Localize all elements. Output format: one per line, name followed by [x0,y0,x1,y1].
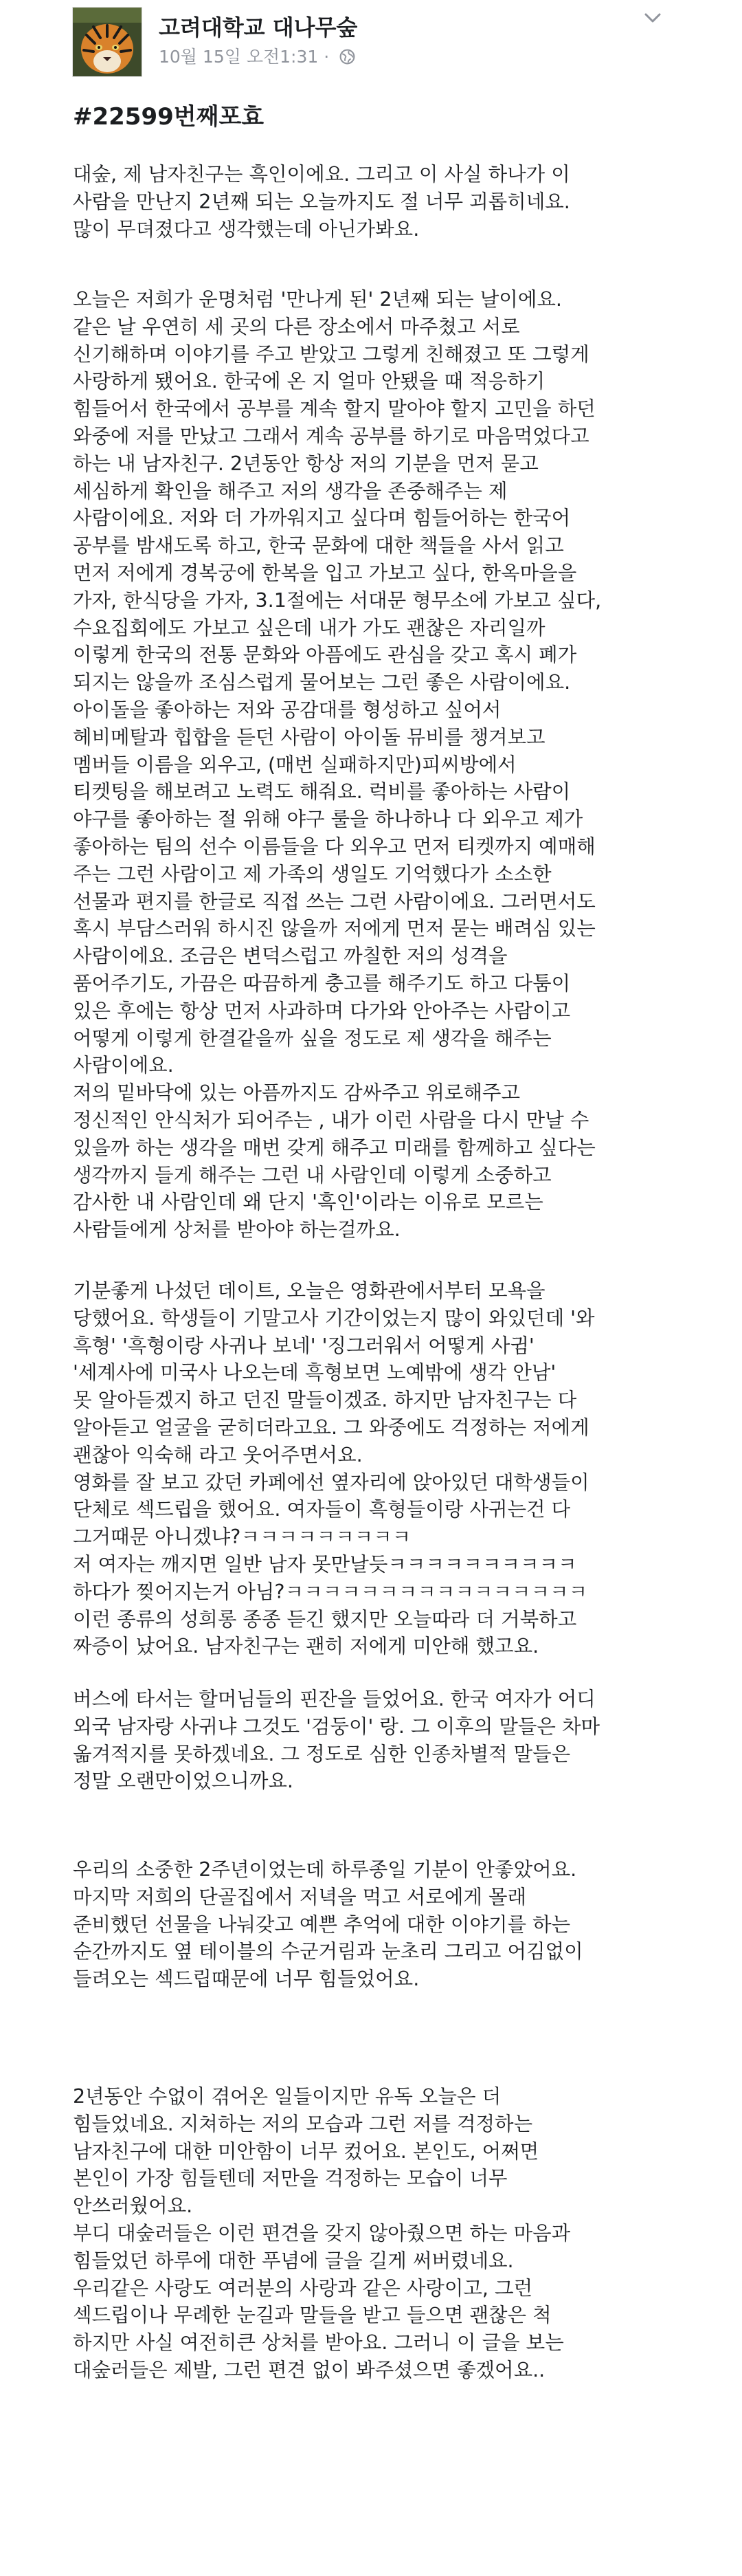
post-line: 버스에 타서는 할머님들의 핀잔을 들었어요. 한국 여자가 어디 [73,1688,596,1710]
post-line: 감사한 내 사람인데 왜 단지 '흑인'이라는 이유로 모르는 [73,1191,543,1214]
post-line: 하는 내 남자친구. 2년동안 항상 저의 기분을 먼저 묻고 [73,452,539,475]
post-line: 하지만 사실 여전히큰 상처를 받아요. 그러니 이 글을 보는 [73,2331,564,2355]
post-line: 남자친구에 대한 미안함이 너무 컸어요. 본인도, 어쩌면 [73,2139,539,2163]
post-line: 티켓팅을 해보려고 노력도 해줘요. 럭비를 좋아하는 사람이 [73,780,571,804]
paragraph [73,161,691,243]
post-tag: #22599번째포효 [73,103,265,131]
tiger-avatar[interactable] [72,7,142,77]
post-line: 그거때문 아니겠냐?ㅋㅋㅋㅋㅋㅋㅋㅋㅋ [73,1526,412,1549]
chevron-down-icon[interactable] [642,10,664,26]
post-line: 흑형' '흑형이랑 사귀나 보네' '징그러워서 어떻게 사귐' [73,1334,535,1357]
post-line: 야구를 좋아하는 절 위해 야구 룰을 하나하나 다 외우고 제가 [73,808,583,831]
post-line: 사랑하게 됐어요. 한국에 온 지 얼마 안됐을 때 적응하기 [73,370,546,393]
post-line: 세심하게 확인을 해주고 저의 생각을 존중해주는 제 [73,479,508,503]
post-line: 옮겨적지를 못하겠네요. 그 정도로 심한 인종차별적 말들은 [73,1742,571,1765]
post-line: 선물과 편지를 한글로 직접 쓰는 그런 사람이에요. 그러면서도 [73,890,596,913]
post-line: 아이돌을 좋아하는 저와 공감대를 형성하고 싶어서 [73,698,502,721]
post-line: 신기해하며 이야기를 주고 받았고 그렇게 친해졌고 또 그렇게 [73,342,589,366]
post-line: 대숲, 제 남자친구는 흑인이에요. 그리고 이 사실 하나가 이 [73,163,570,186]
post-line: 멤버들 이름을 외우고, (매번 실패하지만)피씨방에서 [73,753,517,776]
post-line: '세계사에 미국사 나오는데 흑형보면 노예밖에 생각 안남' [73,1361,556,1385]
post-line: 어떻게 이렇게 한결같을까 싶을 정도로 제 생각을 해주는 [73,1026,552,1050]
post-line: 힘들었네요. 지쳐하는 저의 모습과 그런 저를 걱정하는 [73,2112,533,2135]
post-line: 2년동안 수없이 겪어온 일들이지만 유독 오늘은 더 [73,2085,502,2108]
post-meta [159,46,356,68]
paragraph [73,2083,691,2384]
post-line: 있을까 하는 생각을 매번 갖게 해주고 미래를 함께하고 싶다는 [73,1136,596,1159]
post-line: 영화를 잘 보고 갔던 카페에선 옆자리에 앉아있던 대학생들이 [73,1471,589,1494]
post-line: 하다가 찢어지는거 아님?ㅋㅋㅋㅋㅋㅋㅋㅋㅋㅋㅋㅋㅋㅋㅋㅋ [73,1580,588,1603]
post-line: 본인이 가장 힘들텐데 저만을 걱정하는 모습이 너무 [73,2167,508,2190]
post-line: 외국 남자랑 사귀냐 그것도 '검둥이' 랑. 그 이후의 말들은 차마 [73,1715,600,1738]
post-line: 섹드립이나 무례한 눈길과 말들을 받고 들으면 괜찮은 척 [73,2304,552,2327]
post-line: 부디 대숲러들은 이런 편견을 갖지 않아줬으면 하는 마음과 [73,2221,571,2245]
paragraph [73,1277,691,1660]
post-line: 이런 종류의 성희롱 종종 듣긴 했지만 오늘따라 더 거북하고 [73,1607,577,1631]
post-line: 오늘은 저희가 운명처럼 '만나게 된' 2년째 되는 날이에요. [73,288,562,311]
post-line: 마지막 저희의 단골집에서 저녁을 먹고 서로에게 몰래 [73,1885,527,1908]
post-line: 헤비메탈과 힙합을 듣던 사람이 아이돌 뮤비를 챙겨보고 [73,725,546,749]
post-line: 있은 후에는 항상 먼저 사과하며 다가와 안아주는 사람이고 [73,999,571,1022]
post-header [0,0,742,82]
post-line: 괜찮아 익숙해 라고 웃어주면서요. [73,1443,363,1466]
post-line: 주는 그런 사람이고 제 가족의 생일도 기억했다가 소소한 [73,862,552,885]
meta-separator: · [324,47,330,67]
post-line: 우리의 소중한 2주년이었는데 하루종일 기분이 안좋았어요. [73,1858,577,1881]
post-line: 혹시 부담스러워 하시진 않을까 저에게 먼저 묻는 배려심 있는 [73,917,596,940]
post-line: 기분좋게 나섰던 데이트, 오늘은 영화관에서부터 모욕을 [73,1279,546,1302]
post-line: 알아듣고 얼굴을 굳히더라고요. 그 와중에도 걱정하는 저에게 [73,1416,589,1439]
post-line: 공부를 밤새도록 하고, 한국 문화에 대한 책들을 사서 읽고 [73,534,564,558]
post-line: 사람이에요. [73,1054,174,1077]
post-line: 정신적인 안식처가 되어주는 , 내가 이런 사람을 다시 만날 수 [73,1108,589,1132]
post-line: 생각까지 들게 해주는 그런 내 사람인데 이렇게 소중하고 [73,1163,552,1187]
post-line: 먼저 저에게 경복궁에 한복을 입고 가보고 싶다, 한옥마을을 [73,561,577,584]
post-timestamp[interactable]: 10월 15일 오전1:31 [159,47,319,67]
post-line: 가자, 한식당을 가자, 3.1절에는 서대문 형무소에 가보고 싶다, [73,588,602,612]
post-line: 많이 무뎌졌다고 생각했는데 아닌가봐요. [73,217,420,241]
post-line: 사람들에게 상처를 받아야 하는걸까요. [73,1218,401,1242]
post-line: 같은 날 우연히 세 곳의 다른 장소에서 마주쳤고 서로 [73,315,520,338]
post-line: 되지는 않을까 조심스럽게 물어보는 그런 좋은 사람이에요. [73,671,571,694]
post-line: 사람을 만난지 2년째 되는 오늘까지도 절 너무 괴롭히네요. [73,190,570,213]
post-line: 사람이에요. 조금은 변덕스럽고 까칠한 저의 성격을 [73,945,508,968]
post-line: 사람이에요. 저와 더 가까워지고 싶다며 힘들어하는 한국어 [73,507,571,530]
post-line: 못 알아듣겠지 하고 던진 말들이겠죠. 하지만 남자친구는 다 [73,1389,577,1412]
post-line: 수요집회에도 가보고 싶은데 내가 가도 괜찮은 자리일까 [73,616,546,639]
post-line: 대숲러들은 제발, 그런 편견 없이 봐주셨으면 좋겠어요.. [73,2358,546,2381]
post-line: 힘들어서 한국에서 공부를 계속 할지 말아야 할지 고민을 하던 [73,397,596,421]
page-name[interactable]: 고려대학교 대나무숲 [159,14,358,41]
paragraph [73,1686,691,1795]
post-line: 짜증이 났어요. 남자친구는 괜히 저에게 미안해 했고요. [73,1635,539,1658]
post-line: 당했어요. 학생들이 기말고사 기간이었는지 많이 와있던데 '와 [73,1306,595,1330]
post-line: 저의 밑바닥에 있는 아픔까지도 감싸주고 위로해주고 [73,1081,520,1105]
post-line: 순간까지도 옆 테이블의 수군거림과 눈초리 그리고 어김없이 [73,1940,583,1963]
paragraph [73,1856,691,1993]
post-line: 이렇게 한국의 전통 문화와 아픔에도 관심을 갖고 혹시 폐가 [73,643,577,667]
paragraph [73,286,691,1244]
globe-icon [339,48,356,65]
post-line: 힘들었던 하루에 대한 푸념에 글을 길게 써버렸네요. [73,2249,514,2272]
post-line: 안쓰러웠어요. [73,2194,193,2218]
post-line: 단체로 섹드립을 했어요. 여자들이 흑형들이랑 사귀는건 다 [73,1498,571,1521]
tiger-avatar-image [73,8,142,76]
post-line: 정말 오랜만이었으니까요. [73,1770,293,1793]
post-line: 품어주기도, 가끔은 따끔하게 충고를 해주기도 하고 다툼이 [73,971,571,995]
post-line: 와중에 저를 만났고 그래서 계속 공부를 하기로 마음먹었다고 [73,424,589,448]
post-line: 준비했던 선물을 나눠갖고 예쁜 추억에 대한 이야기를 하는 [73,1913,571,1936]
post-line: 좋아하는 팀의 선수 이름들을 다 외우고 먼저 티켓까지 예매해 [73,835,596,858]
post-line: 우리같은 사랑도 여러분의 사랑과 같은 사랑이고, 그런 [73,2276,533,2300]
post-line: 저 여자는 깨지면 일반 남자 못만날듯ㅋㅋㅋㅋㅋㅋㅋㅋㅋㅋ [73,1552,577,1576]
post-line: 들려오는 섹드립때문에 너무 힘들었어요. [73,1968,420,1991]
